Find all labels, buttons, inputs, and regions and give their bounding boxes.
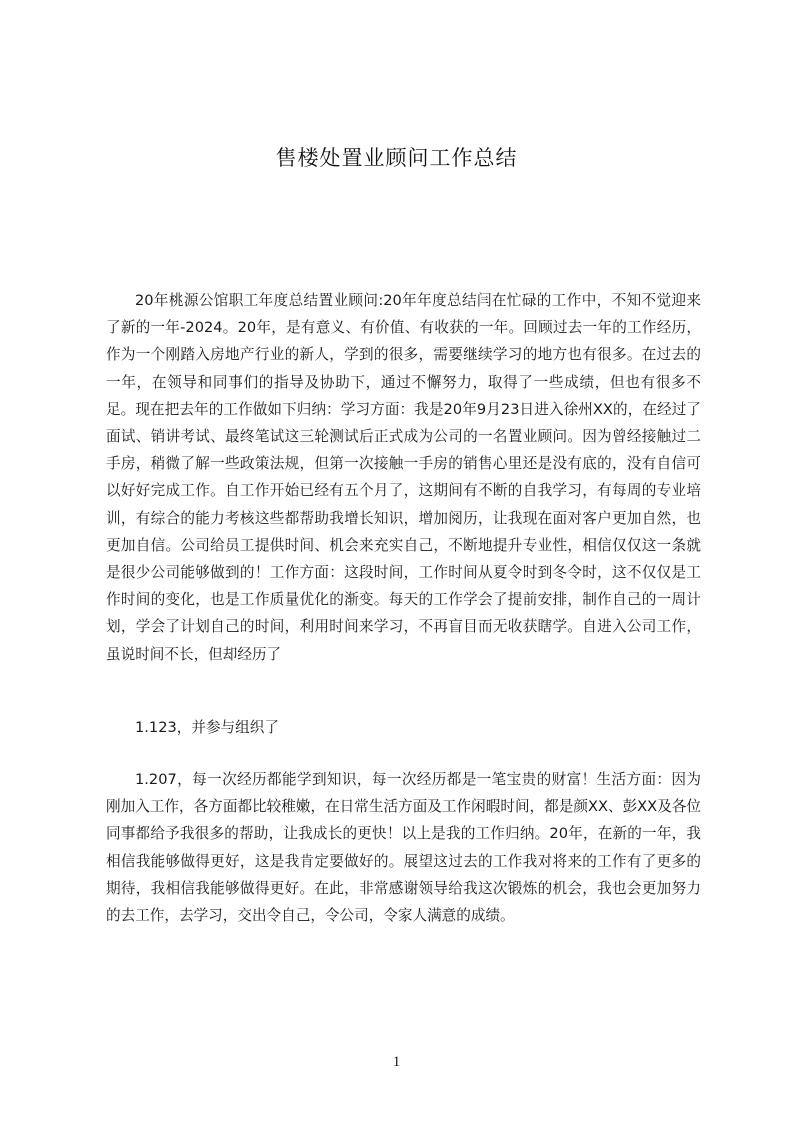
document-title: 售楼处置业顾问工作总结 [275,146,518,170]
body-paragraph: 20年桃源公馆职工年度总结置业顾问:20年年度总结闫在忙碌的工作中，不知不觉迎来了新的一年-2024。20年，是有意义、有价值、有收获的一年。回顾过去一年的工作经历，作为一个刚踏入房地产行业的新人，学到的很多，需要继续学习的地方也有很多。在过去的一年，在领导和同事们的指导及协助下，通过不懈努力，取得了一些成绩，但也有很多不足。现在把去年的工作做如下归纳：学习方面：我是20年9月23日进入徐州XX的，在经过了面试、销讲考试、最终笔试这三轮测试后正式成为公司的一名置业顾问。因为曾经接触过二手房，稍微了解一些政策法规，但第一次接触一手房的销售心里还是没有底的，没有自信可以好好完成工作。自工作开始已经有五个月了，这期间有不断的自我学习，有每周的专业培训，有综合的能力考核这些都帮助我增长知识，增加阅历，让我现在面对客户更加自然，也更加自信。公司给员工提供时间、机会来充实自己，不断地提升专业性，相信仅仅这一条就是很少公司能够做到的！工作方面：这段时间，工作时间从夏令时到冬令时，这不仅仅是工作时间的变化，也是工作质量优化的渐变。每天的工作学会了提前安排，制作自己的一周计划，学会了计划自己的时间，利用时间来学习，不再盲目而无收获瞎学。自进入公司工作，虽说时间不长，但却经历了 [106,292,701,663]
body-paragraph: 1.207，每一次经历都能学到知识，每一次经历都是一笔宝贵的财富！生活方面：因为刚加入工作，各方面都比较稚嫩，在日常生活方面及工作闲暇时间，都是颜XX、彭XX及各位同事都给予我很多的帮助，让我成长的更快！以上是我的工作归纳。20年，在新的一年，我相信我能够做得更好，这是我肯定要做好的。展望这过去的工作我对将来的工作有了更多的期待，我相信我能够做得更好。在此，非常感谢领导给我这次锻炼的机会，我也会更加努力的去工作，去学习，交出令自己，令公司，令家人满意的成绩。 [106,771,701,925]
body-paragraph: 1.123，并参与组织了 [135,719,279,736]
page-number: 1 [392,1054,401,1070]
